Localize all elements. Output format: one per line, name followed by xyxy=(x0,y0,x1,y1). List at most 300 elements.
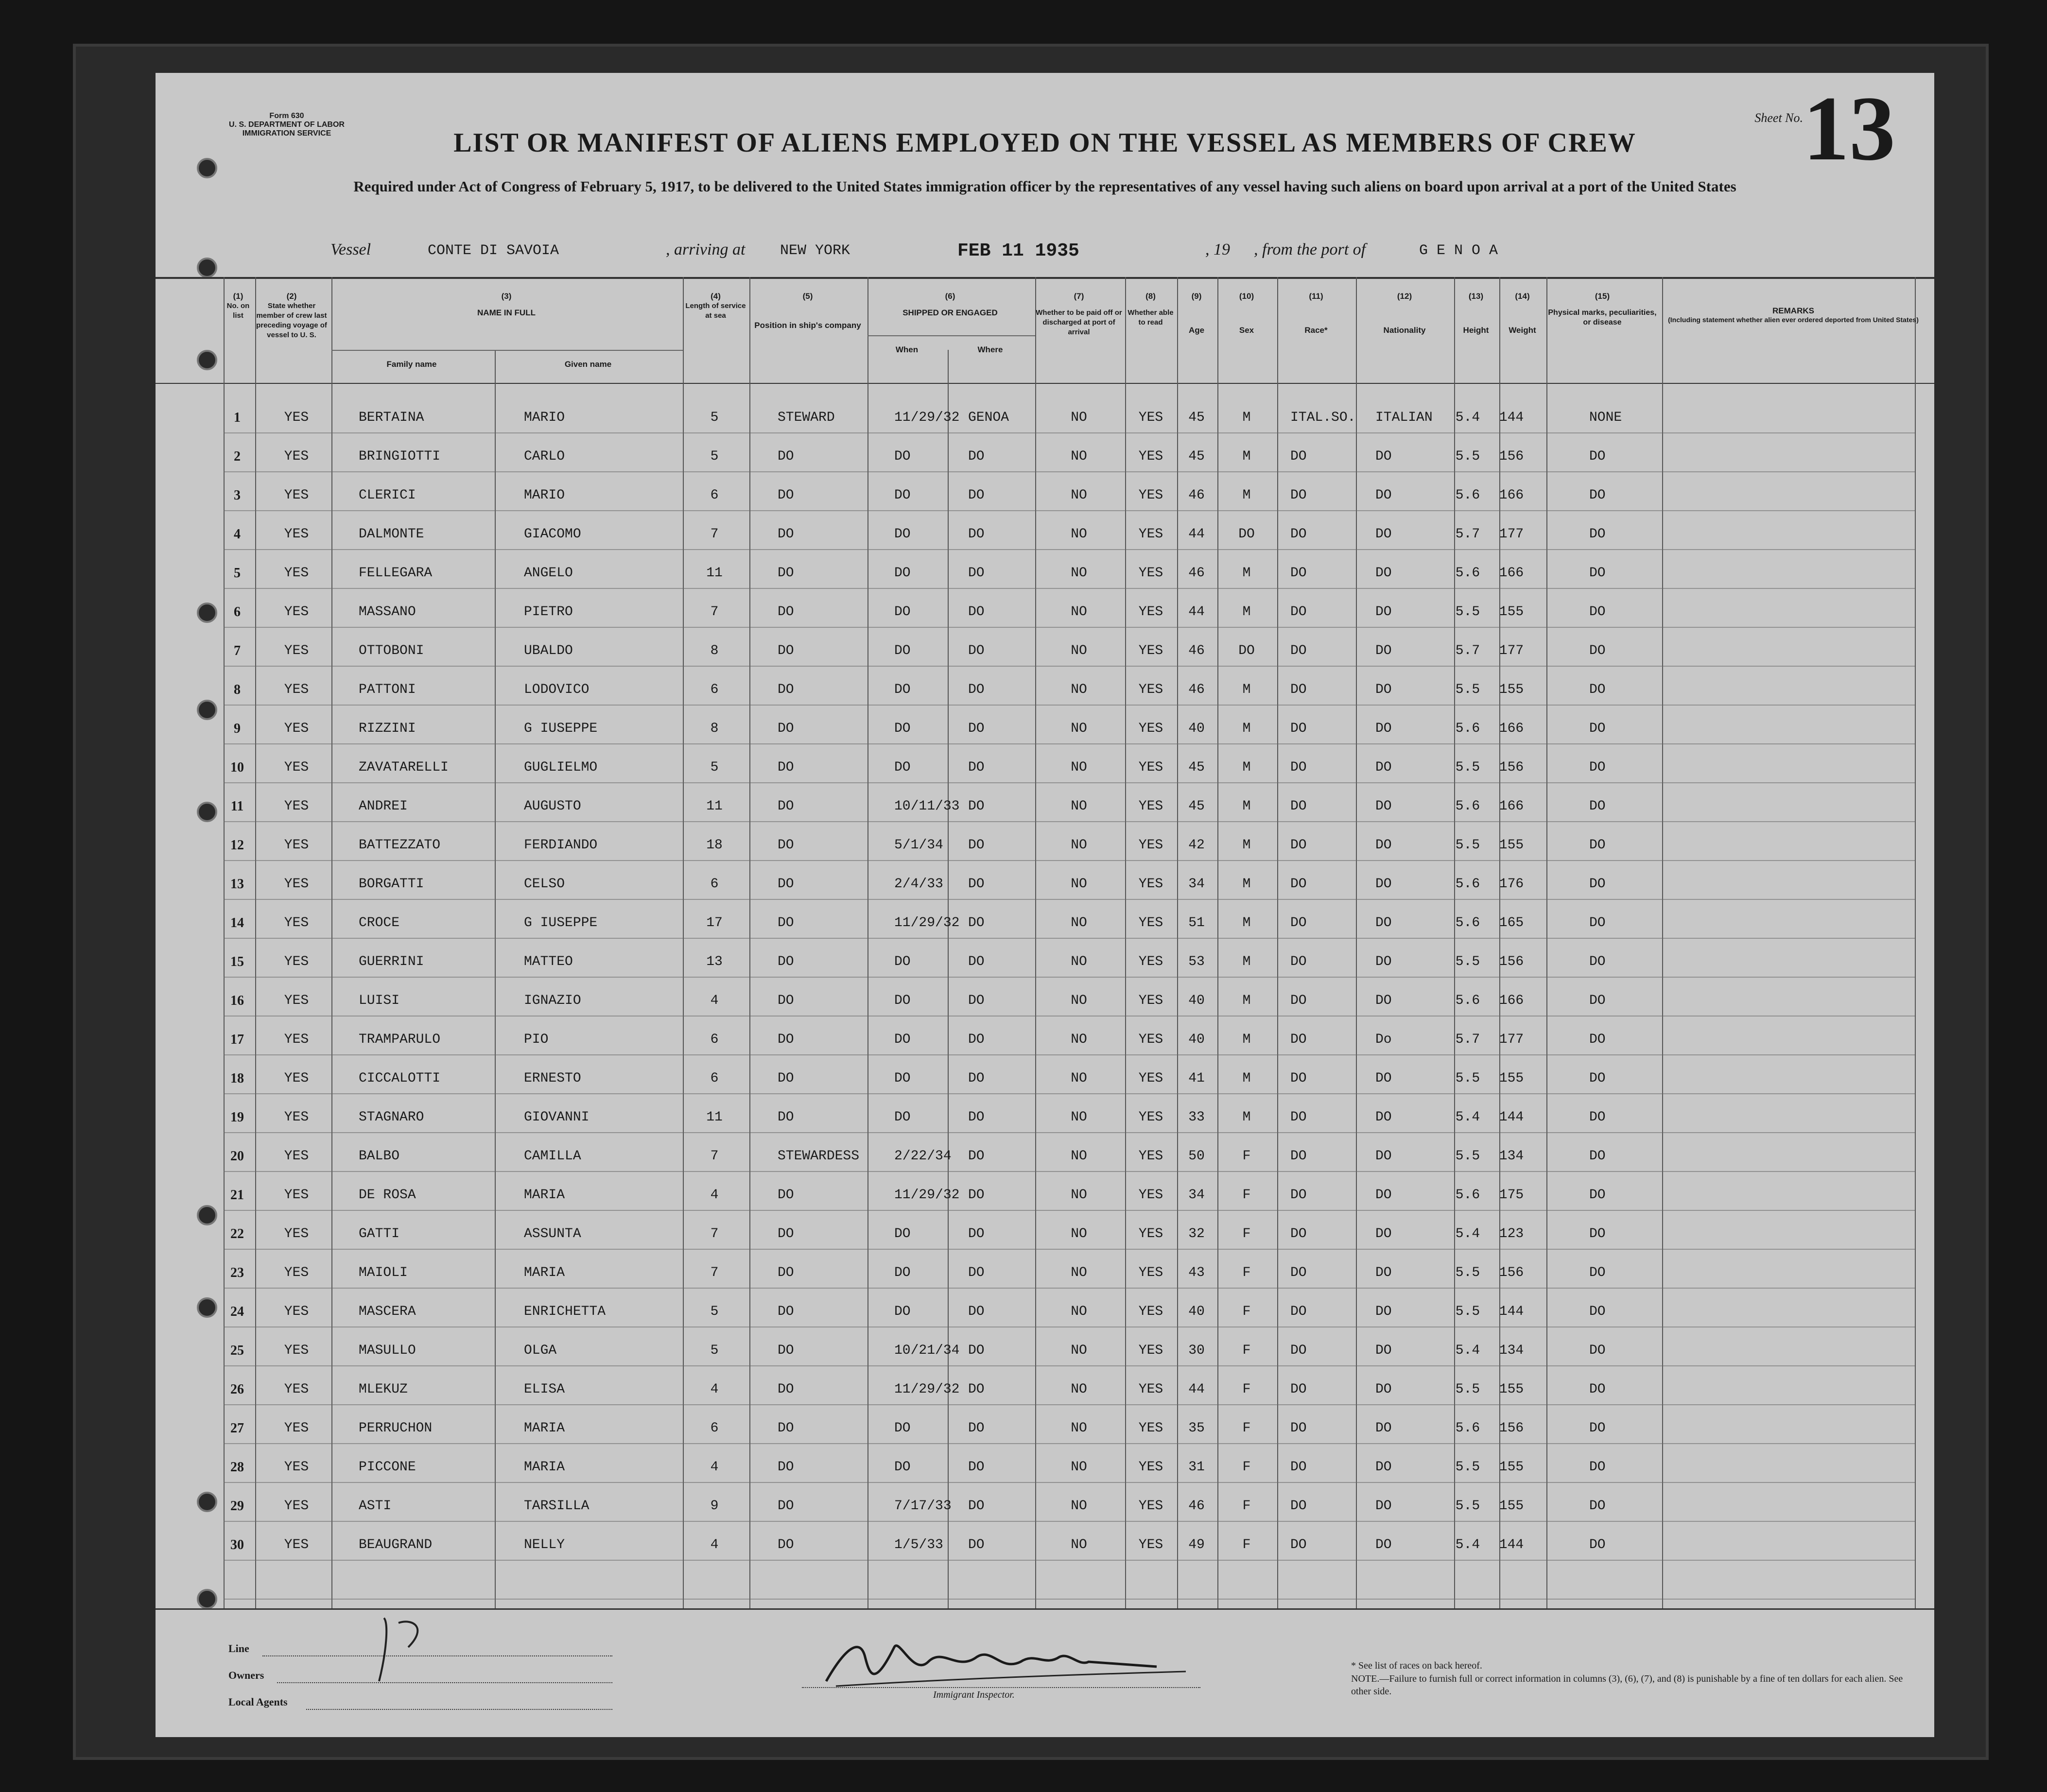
age: 35 xyxy=(1188,1421,1205,1436)
age: 40 xyxy=(1188,1032,1205,1047)
able-to-read: YES xyxy=(1138,954,1163,969)
shipped-where: DO xyxy=(968,682,985,697)
shipped-where: DO xyxy=(968,488,985,503)
row-number: 3 xyxy=(234,488,241,503)
nationality: DO xyxy=(1375,643,1392,658)
sex: DO xyxy=(1238,643,1255,658)
physical-marks: DO xyxy=(1589,527,1606,542)
previous-voyage: YES xyxy=(284,1499,309,1514)
weight: 144 xyxy=(1499,1304,1524,1319)
shipped-when: DO xyxy=(894,682,911,697)
from-port: G E N O A xyxy=(1419,242,1498,259)
column-divider xyxy=(1035,277,1036,1608)
height: 5.5 xyxy=(1455,954,1480,969)
row-rule xyxy=(224,782,1915,783)
nationality: ITALIAN xyxy=(1375,410,1433,425)
age: 40 xyxy=(1188,993,1205,1008)
family-name: FELLEGARA xyxy=(359,566,433,581)
row-number: 28 xyxy=(230,1460,244,1475)
service-length: 6 xyxy=(710,1071,719,1086)
weight: 156 xyxy=(1499,760,1524,775)
shipped-where: DO xyxy=(968,604,985,620)
age: 42 xyxy=(1188,838,1205,853)
race: DO xyxy=(1290,993,1307,1008)
paid-off: NO xyxy=(1071,838,1087,853)
column-divider xyxy=(1125,277,1126,1608)
physical-marks: DO xyxy=(1589,760,1606,775)
physical-marks: DO xyxy=(1589,604,1606,620)
column-divider xyxy=(1277,277,1278,1608)
given-name: MARIA xyxy=(524,1460,565,1475)
vessel-label: Vessel xyxy=(330,241,371,258)
shipped-when: DO xyxy=(894,721,911,736)
col-9-header: (9) Age xyxy=(1188,292,1205,335)
service-length: 5 xyxy=(710,449,719,464)
race: DO xyxy=(1290,954,1307,969)
race: DO xyxy=(1290,838,1307,853)
able-to-read: YES xyxy=(1138,1499,1163,1514)
shipped-when: DO xyxy=(894,1421,911,1436)
race: DO xyxy=(1290,1421,1307,1436)
local-agents-label: Local Agents xyxy=(228,1696,288,1708)
service-length: 6 xyxy=(710,1032,719,1047)
service-length: 18 xyxy=(706,838,723,853)
service-length: 5 xyxy=(710,1343,719,1358)
race: DO xyxy=(1290,1149,1307,1164)
race: DO xyxy=(1290,721,1307,736)
sex: M xyxy=(1242,604,1251,620)
shipped-when: DO xyxy=(894,760,911,775)
form-label: Form 630 xyxy=(269,112,304,120)
subheader-rule xyxy=(867,335,1035,336)
family-name: STAGNARO xyxy=(359,1110,424,1125)
given-name: FERDIANDO xyxy=(524,838,598,853)
service-length: 6 xyxy=(710,1421,719,1436)
weight: 177 xyxy=(1499,643,1524,658)
given-name: MARIA xyxy=(524,1265,565,1280)
physical-marks: DO xyxy=(1589,449,1606,464)
date-stamp: FEB 11 1935 xyxy=(957,241,1079,261)
sex: F xyxy=(1242,1265,1251,1280)
row-number: 19 xyxy=(230,1110,244,1125)
weight: 155 xyxy=(1499,1382,1524,1397)
position: DO xyxy=(778,1537,794,1552)
position: DO xyxy=(778,799,794,814)
crew-table xyxy=(156,277,1934,1613)
service-length: 5 xyxy=(710,410,719,425)
col-12-header: (12) Nationality xyxy=(1383,292,1426,335)
given-name: MARIO xyxy=(524,488,565,503)
height: 5.4 xyxy=(1455,410,1480,425)
sex: M xyxy=(1242,954,1251,969)
given-name: GIACOMO xyxy=(524,527,581,542)
position: DO xyxy=(778,682,794,697)
service-length: 7 xyxy=(710,1265,719,1280)
height: 5.5 xyxy=(1455,1499,1480,1514)
given-name: MARIO xyxy=(524,410,565,425)
paid-off: NO xyxy=(1071,1110,1087,1125)
height: 5.5 xyxy=(1455,449,1480,464)
race: DO xyxy=(1290,1499,1307,1514)
nationality: DO xyxy=(1375,915,1392,930)
sex: F xyxy=(1242,1537,1251,1552)
shipped-when: DO xyxy=(894,604,911,620)
shipped-where: DO xyxy=(968,721,985,736)
row-rule xyxy=(224,860,1915,861)
family-name: MASSANO xyxy=(359,604,416,620)
able-to-read: YES xyxy=(1138,760,1163,775)
age: 31 xyxy=(1188,1460,1205,1475)
row-number: 29 xyxy=(230,1499,244,1514)
row-number: 6 xyxy=(234,604,241,620)
given-name: MATTEO xyxy=(524,954,573,969)
shipped-where: DO xyxy=(968,1499,985,1514)
races-note: * See list of races on back hereof. xyxy=(1351,1660,1482,1671)
row-rule xyxy=(224,705,1915,706)
able-to-read: YES xyxy=(1138,799,1163,814)
handwritten-mark-icon xyxy=(369,1608,437,1686)
weight: 166 xyxy=(1499,799,1524,814)
family-name: LUISI xyxy=(359,993,400,1008)
given-name: ERNESTO xyxy=(524,1071,581,1086)
row-number: 24 xyxy=(230,1304,244,1319)
sheet-label: Sheet No. xyxy=(1754,111,1803,125)
row-number: 14 xyxy=(230,915,244,930)
able-to-read: YES xyxy=(1138,1382,1163,1397)
age: 33 xyxy=(1188,1110,1205,1125)
nationality: DO xyxy=(1375,760,1392,775)
position: DO xyxy=(778,1460,794,1475)
row-number: 30 xyxy=(230,1537,244,1552)
service-length: 13 xyxy=(706,954,723,969)
physical-marks: DO xyxy=(1589,1421,1606,1436)
line-dots xyxy=(262,1654,612,1656)
service-length: 11 xyxy=(706,799,723,814)
height: 5.4 xyxy=(1455,1343,1480,1358)
race: DO xyxy=(1290,877,1307,892)
paid-off: NO xyxy=(1071,799,1087,814)
given-name: OLGA xyxy=(524,1343,557,1358)
service-length: 4 xyxy=(710,1460,719,1475)
service-length: 8 xyxy=(710,643,719,658)
shipped-where: DO xyxy=(968,643,985,658)
family-name: RIZZINI xyxy=(359,721,416,736)
race: DO xyxy=(1290,1265,1307,1280)
position: DO xyxy=(778,566,794,581)
shipped-where: DO xyxy=(968,1265,985,1280)
shipped-when: DO xyxy=(894,643,911,658)
sex: DO xyxy=(1238,527,1255,542)
given-name: TARSILLA xyxy=(524,1499,590,1514)
race: DO xyxy=(1290,1460,1307,1475)
shipped-when: DO xyxy=(894,1110,911,1125)
row-rule xyxy=(224,510,1915,511)
position: STEWARDESS xyxy=(778,1149,860,1164)
position: DO xyxy=(778,643,794,658)
race: ITAL.SO. xyxy=(1290,410,1356,425)
shipped-where: DO xyxy=(968,566,985,581)
physical-marks: DO xyxy=(1589,1110,1606,1125)
weight: 134 xyxy=(1499,1343,1524,1358)
column-divider xyxy=(1546,277,1547,1608)
family-name: BEAUGRAND xyxy=(359,1537,433,1552)
row-number: 13 xyxy=(230,877,244,892)
shipped-where: DO xyxy=(968,527,985,542)
weight: 134 xyxy=(1499,1149,1524,1164)
height: 5.5 xyxy=(1455,604,1480,620)
previous-voyage: YES xyxy=(284,1304,309,1319)
previous-voyage: YES xyxy=(284,1460,309,1475)
race: DO xyxy=(1290,604,1307,620)
paid-off: NO xyxy=(1071,1537,1087,1552)
row-number: 23 xyxy=(230,1265,244,1280)
shipped-when: 5/1/34 xyxy=(894,838,943,853)
able-to-read: YES xyxy=(1138,993,1163,1008)
sex: F xyxy=(1242,1499,1251,1514)
weight: 155 xyxy=(1499,838,1524,853)
sex: M xyxy=(1242,838,1251,853)
family-name: ZAVATARELLI xyxy=(359,760,449,775)
row-number: 22 xyxy=(230,1226,244,1241)
nationality: DO xyxy=(1375,1071,1392,1086)
paid-off: NO xyxy=(1071,721,1087,736)
column-divider xyxy=(749,277,750,1608)
race: DO xyxy=(1290,1537,1307,1552)
nationality: DO xyxy=(1375,838,1392,853)
position: DO xyxy=(778,1226,794,1241)
height: 5.6 xyxy=(1455,1421,1480,1436)
able-to-read: YES xyxy=(1138,449,1163,464)
col-14-header: (14) Weight xyxy=(1509,292,1536,335)
shipped-when: DO xyxy=(894,566,911,581)
given-name: GUGLIELMO xyxy=(524,760,598,775)
able-to-read: YES xyxy=(1138,410,1163,425)
able-to-read: YES xyxy=(1138,527,1163,542)
position: DO xyxy=(778,954,794,969)
weight: 156 xyxy=(1499,1265,1524,1280)
family-name: CICCALOTTI xyxy=(359,1071,441,1086)
sex: M xyxy=(1242,682,1251,697)
nationality: DO xyxy=(1375,1149,1392,1164)
col-3b-header: Given name xyxy=(564,360,612,369)
previous-voyage: YES xyxy=(284,1110,309,1125)
shipped-where: DO xyxy=(968,1343,985,1358)
shipped-when: DO xyxy=(894,993,911,1008)
row-number: 11 xyxy=(230,799,244,814)
position: DO xyxy=(778,1304,794,1319)
shipped-when: DO xyxy=(894,1460,911,1475)
service-length: 4 xyxy=(710,1188,719,1203)
paid-off: NO xyxy=(1071,449,1087,464)
sex: M xyxy=(1242,760,1251,775)
family-name: MAIOLI xyxy=(359,1265,408,1280)
column-divider xyxy=(224,277,225,1608)
position: DO xyxy=(778,449,794,464)
height: 5.6 xyxy=(1455,877,1480,892)
physical-marks: DO xyxy=(1589,877,1606,892)
sex: M xyxy=(1242,915,1251,930)
column-divider xyxy=(948,350,949,1608)
physical-marks: DO xyxy=(1589,1460,1606,1475)
row-rule xyxy=(224,666,1915,667)
row-number: 12 xyxy=(230,838,244,853)
family-name: TRAMPARULO xyxy=(359,1032,441,1047)
row-rule xyxy=(224,1288,1915,1289)
column-divider xyxy=(1356,277,1357,1608)
col-6a-header: When xyxy=(895,345,919,354)
page-title: LIST OR MANIFEST OF ALIENS EMPLOYED ON THE VESSEL AS MEMBERS OF CREW xyxy=(453,128,1636,158)
sex: M xyxy=(1242,721,1251,736)
row-rule xyxy=(224,1365,1915,1366)
col-2-header: (2) State whether member of crew last preceding voyage of vessel to U. S. xyxy=(256,292,327,339)
previous-voyage: YES xyxy=(284,604,309,620)
family-name: BORGATTI xyxy=(359,877,424,892)
service-length: 6 xyxy=(710,877,719,892)
height: 5.4 xyxy=(1455,1110,1480,1125)
nationality: DO xyxy=(1375,1460,1392,1475)
nationality: DO xyxy=(1375,1110,1392,1125)
service-length: 5 xyxy=(710,1304,719,1319)
shipped-where: DO xyxy=(968,1188,985,1203)
physical-marks: DO xyxy=(1589,1265,1606,1280)
race: DO xyxy=(1290,682,1307,697)
weight: 155 xyxy=(1499,604,1524,620)
shipped-where: DO xyxy=(968,1304,985,1319)
race: DO xyxy=(1290,643,1307,658)
shipped-where: DO xyxy=(968,760,985,775)
col-3a-header: Family name xyxy=(386,360,437,369)
col-10-header: (10) Sex xyxy=(1239,292,1254,335)
family-name: PERRUCHON xyxy=(359,1421,433,1436)
paid-off: NO xyxy=(1071,566,1087,581)
physical-marks: DO xyxy=(1589,566,1606,581)
position: DO xyxy=(778,760,794,775)
age: 49 xyxy=(1188,1537,1205,1552)
paid-off: NO xyxy=(1071,1304,1087,1319)
inspector-line xyxy=(802,1686,1200,1688)
vessel-name: CONTE DI SAVOIA xyxy=(428,242,559,259)
age: 44 xyxy=(1188,527,1205,542)
height: 5.5 xyxy=(1455,838,1480,853)
family-name: MASULLO xyxy=(359,1343,416,1358)
sex: M xyxy=(1242,1110,1251,1125)
row-rule xyxy=(224,1054,1915,1055)
shipped-when: DO xyxy=(894,1071,911,1086)
remarks-header: REMARKS (Including statement whether alien ever ordered deported from United States) xyxy=(1668,306,1919,324)
nationality: Do xyxy=(1375,1032,1392,1047)
weight: 156 xyxy=(1499,1421,1524,1436)
row-rule xyxy=(224,977,1915,978)
weight: 144 xyxy=(1499,1537,1524,1552)
shipped-when: 11/29/32 xyxy=(894,1382,960,1397)
arriving-label: , arriving at xyxy=(666,241,746,258)
row-number: 16 xyxy=(230,993,244,1008)
age: 46 xyxy=(1188,488,1205,503)
height: 5.6 xyxy=(1455,1188,1480,1203)
height: 5.6 xyxy=(1455,993,1480,1008)
given-name: UBALDO xyxy=(524,643,573,658)
shipped-when: 10/11/33 xyxy=(894,799,960,814)
inspector-label: Immigrant Inspector. xyxy=(933,1689,1015,1700)
penalty-note: NOTE.—Failure to furnish full or correct information in columns (3), (6), (7), and (8) is punishable by a fine of ten dollars for each alien. See other side. xyxy=(1351,1673,1903,1697)
service-length: 11 xyxy=(706,566,723,581)
physical-marks: DO xyxy=(1589,915,1606,930)
family-name: BRINGIOTTI xyxy=(359,449,441,464)
row-rule xyxy=(224,1560,1915,1561)
physical-marks: DO xyxy=(1589,993,1606,1008)
paid-off: NO xyxy=(1071,527,1087,542)
paid-off: NO xyxy=(1071,1188,1087,1203)
age: 40 xyxy=(1188,721,1205,736)
shipped-where: DO xyxy=(968,1032,985,1047)
nationality: DO xyxy=(1375,682,1392,697)
position: DO xyxy=(778,1071,794,1086)
nationality: DO xyxy=(1375,566,1392,581)
position: DO xyxy=(778,488,794,503)
weight: 156 xyxy=(1499,954,1524,969)
physical-marks: DO xyxy=(1589,1304,1606,1319)
row-rule xyxy=(224,549,1915,550)
row-number: 2 xyxy=(234,449,241,464)
physical-marks: DO xyxy=(1589,1149,1606,1164)
sex: M xyxy=(1242,566,1251,581)
paid-off: NO xyxy=(1071,1265,1087,1280)
col-5-header: (5) Position in ship's company xyxy=(754,292,861,330)
manifest-page xyxy=(156,73,1934,1737)
position: DO xyxy=(778,1188,794,1203)
able-to-read: YES xyxy=(1138,566,1163,581)
able-to-read: YES xyxy=(1138,488,1163,503)
col-6b-header: Where xyxy=(977,345,1003,354)
col-3-header: (3) NAME IN FULL xyxy=(477,292,536,317)
row-number: 9 xyxy=(234,721,241,736)
column-divider xyxy=(331,277,332,1608)
position: DO xyxy=(778,1421,794,1436)
sex: F xyxy=(1242,1188,1251,1203)
shipped-where: DO xyxy=(968,1537,985,1552)
sex: F xyxy=(1242,1460,1251,1475)
family-name: PICCONE xyxy=(359,1460,416,1475)
column-divider xyxy=(1499,277,1500,1608)
position: DO xyxy=(778,1265,794,1280)
physical-marks: DO xyxy=(1589,1071,1606,1086)
given-name: AUGUSTO xyxy=(524,799,581,814)
nationality: DO xyxy=(1375,877,1392,892)
able-to-read: YES xyxy=(1138,1110,1163,1125)
able-to-read: YES xyxy=(1138,1537,1163,1552)
age: 40 xyxy=(1188,1304,1205,1319)
service-label: IMMIGRATION SERVICE xyxy=(242,129,331,138)
shipped-where: DO xyxy=(968,449,985,464)
col-13-header: (13) Height xyxy=(1463,292,1489,335)
height: 5.5 xyxy=(1455,760,1480,775)
race: DO xyxy=(1290,915,1307,930)
sex: F xyxy=(1242,1149,1251,1164)
family-name: OTTOBONI xyxy=(359,643,424,658)
height: 5.7 xyxy=(1455,1032,1480,1047)
previous-voyage: YES xyxy=(284,410,309,425)
service-length: 5 xyxy=(710,760,719,775)
physical-marks: DO xyxy=(1589,1188,1606,1203)
shipped-where: DO xyxy=(968,799,985,814)
able-to-read: YES xyxy=(1138,604,1163,620)
age: 44 xyxy=(1188,604,1205,620)
paid-off: NO xyxy=(1071,410,1087,425)
able-to-read: YES xyxy=(1138,1226,1163,1241)
nationality: DO xyxy=(1375,954,1392,969)
shipped-when: DO xyxy=(894,1265,911,1280)
paid-off: NO xyxy=(1071,604,1087,620)
